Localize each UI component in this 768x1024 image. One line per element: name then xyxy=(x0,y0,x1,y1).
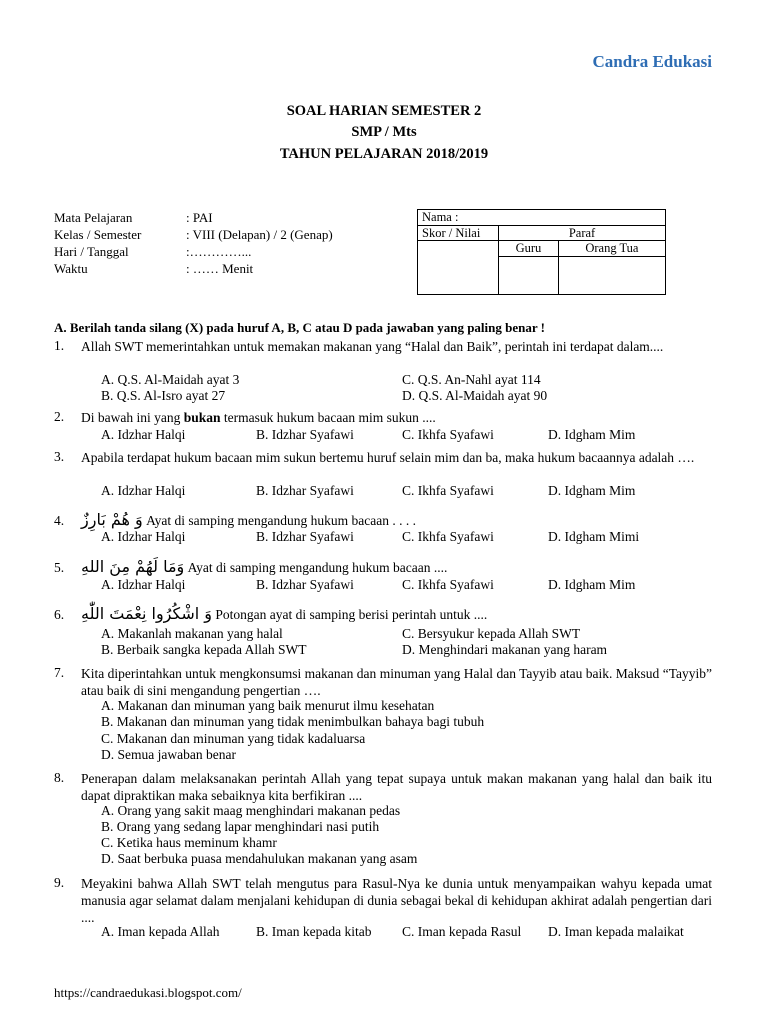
question-text: Meyakini bahwa Allah SWT telah mengutus para Rasul-Nya ke dunia untuk menyampaikan wahyu kepada umat manusia agar selamat dalam menjalani kehidupan di dunia sebagai bekal di kehidupan akhirat adalah pengertian dari .... xyxy=(81,876,712,925)
question-number: 8. xyxy=(54,770,65,785)
option-d[interactable]: D. Idgham Mimi xyxy=(548,529,640,544)
option-d[interactable]: D. Idgham Mim xyxy=(548,427,636,442)
option-a[interactable]: A. Makanan dan minuman yang baik menurut ilmu kesehatan xyxy=(101,698,435,713)
option-b[interactable]: B. Iman kepada kitab xyxy=(256,924,372,939)
name-field[interactable]: Nama : xyxy=(418,210,666,226)
option-a[interactable]: A. Idzhar Halqi xyxy=(101,483,186,498)
question-text: Kita diperintahkan untuk mengkonsumsi makanan dan minuman yang Halal dan Tayyib atau baik. Maksud “Tayyib” atau baik di sini mengandung pengertian …. xyxy=(81,666,712,698)
arabic-verse: وَ هُمْ بَارِزٌ xyxy=(81,510,143,529)
option-b[interactable]: B. Idzhar Syafawi xyxy=(256,577,354,592)
question-number: 2. xyxy=(54,409,65,424)
option-d[interactable]: D. Saat berbuka puasa mendahulukan makanan yang asam xyxy=(101,851,418,866)
option-d[interactable]: D. Q.S. Al-Maidah ayat 90 xyxy=(402,388,548,403)
option-c[interactable]: C. Ikhfa Syafawi xyxy=(402,577,494,592)
question-number: 1. xyxy=(54,338,65,353)
option-c[interactable]: C. Ikhfa Syafawi xyxy=(402,483,494,498)
option-a[interactable]: A. Orang yang sakit maag menghindari makanan pedas xyxy=(101,803,401,818)
option-a[interactable]: A. Iman kepada Allah xyxy=(101,924,220,939)
option-b[interactable]: B. Idzhar Syafawi xyxy=(256,483,354,498)
footer-url[interactable]: https://candraedukasi.blogspot.com/ xyxy=(54,985,242,1000)
option-b[interactable]: B. Idzhar Syafawi xyxy=(256,529,354,544)
option-a[interactable]: A. Idzhar Halqi xyxy=(101,577,186,592)
doc-title: SOAL HARIAN SEMESTER 2 xyxy=(286,103,482,119)
arabic-verse: وَ اشْكُرُوا نِعْمَتَ اللّٰهِ xyxy=(81,604,212,623)
question-text: Di bawah ini yang bukan termasuk hukum bacaan mim sukun .... xyxy=(81,410,436,425)
guru-sign-field[interactable] xyxy=(499,257,559,295)
option-c[interactable]: C. Makanan dan minuman yang tidak kadaluarsa xyxy=(101,731,366,746)
option-c[interactable]: C. Ikhfa Syafawi xyxy=(402,529,494,544)
option-c[interactable]: C. Iman kepada Rasul xyxy=(402,924,522,939)
question-number: 9. xyxy=(54,875,65,890)
question-number: 5. xyxy=(54,560,65,575)
option-d[interactable]: D. Menghindari makanan yang haram xyxy=(402,642,608,657)
brand-title: Candra Edukasi xyxy=(592,52,712,71)
option-a[interactable]: A. Makanlah makanan yang halal xyxy=(101,626,283,641)
question-number: 4. xyxy=(54,513,65,528)
score-label: Skor / Nilai xyxy=(418,225,499,241)
option-c[interactable]: C. Ketika haus meminum khamr xyxy=(101,835,277,850)
option-d[interactable]: D. Idgham Mim xyxy=(548,483,636,498)
question-text: وَ اشْكُرُوا نِعْمَتَ اللّٰهِ Potongan ayat di samping berisi perintah untuk .... xyxy=(81,604,488,623)
orang-tua-label: Orang Tua xyxy=(558,241,665,257)
section-a-instruction: A. Berilah tanda silang (X) pada huruf A, B, C atau D pada jawaban yang paling benar ! xyxy=(54,320,545,335)
question-number: 6. xyxy=(54,607,65,622)
option-b[interactable]: B. Berbaik sangka kepada Allah SWT xyxy=(101,642,307,657)
option-b[interactable]: B. Idzhar Syafawi xyxy=(256,427,354,442)
arabic-verse: وَمَا لَهُمْ مِنَ اللهِ xyxy=(81,557,185,576)
question-number: 7. xyxy=(54,665,65,680)
question-text: Apabila terdapat hukum bacaan mim sukun bertemu huruf selain mim dan ba, maka hukum bacaannya adalah …. xyxy=(81,450,695,465)
score-field[interactable] xyxy=(418,241,499,295)
option-d[interactable]: D. Idgham Mim xyxy=(548,577,636,592)
guru-label: Guru xyxy=(499,241,559,257)
question-number: 3. xyxy=(54,449,65,464)
option-a[interactable]: A. Q.S. Al-Maidah ayat 3 xyxy=(101,372,240,387)
question-text: Allah SWT memerintahkan untuk memakan makanan yang “Halal dan Baik”, perintah ini terdapat dalam.... xyxy=(81,339,664,354)
orang-tua-sign-field[interactable] xyxy=(558,257,665,295)
option-a[interactable]: A. Idzhar Halqi xyxy=(101,427,186,442)
option-c[interactable]: C. Bersyukur kepada Allah SWT xyxy=(402,626,581,641)
option-b[interactable]: B. Orang yang sedang lapar menghindari nasi putih xyxy=(101,819,380,834)
doc-year: TAHUN PELAJARAN 2018/2019 xyxy=(279,146,489,162)
option-c[interactable]: C. Q.S. An-Nahl ayat 114 xyxy=(402,372,541,387)
option-d[interactable]: D. Semua jawaban benar xyxy=(101,747,236,762)
paraf-label: Paraf xyxy=(499,225,666,241)
option-c[interactable]: C. Ikhfa Syafawi xyxy=(402,427,494,442)
score-box xyxy=(417,209,666,295)
option-d[interactable]: D. Iman kepada malaikat xyxy=(548,924,684,939)
option-b[interactable]: B. Q.S. Al-Isro ayat 27 xyxy=(101,388,226,403)
question-text: Penerapan dalam melaksanakan perintah Allah yang tepat supaya untuk makan makanan yang halal dan baik itu dapat dipraktikan maka sebaiknya kita berfikiran .... xyxy=(81,771,712,803)
option-a[interactable]: A. Idzhar Halqi xyxy=(101,529,186,544)
question-text: وَمَا لَهُمْ مِنَ اللهِ Ayat di samping mengandung hukum bacaan .... xyxy=(81,557,448,576)
doc-level: SMP / Mts xyxy=(351,124,417,140)
option-b[interactable]: B. Makanan dan minuman yang tidak menimbulkan bahaya bagi tubuh xyxy=(101,714,485,729)
question-text: وَ هُمْ بَارِزٌ Ayat di samping mengandung hukum bacaan . . . . xyxy=(81,510,416,529)
